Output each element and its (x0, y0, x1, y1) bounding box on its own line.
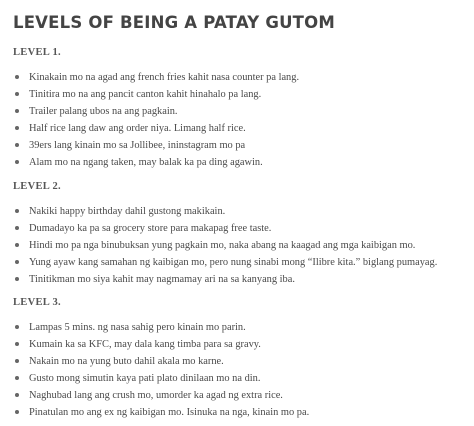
list-item-text: Yung ayaw kang samahan ng kaibigan mo, pero nung sinabi mong “Ilibre kita.” biglang pumayag. (29, 257, 438, 268)
bullet-icon (15, 92, 19, 96)
list-item (13, 336, 468, 353)
list-item (13, 69, 468, 86)
list-item (13, 154, 468, 171)
level-2-heading: LEVEL 2. (13, 181, 61, 192)
list-item-text: Kumain ka sa KFC, may dala kang timba para sa gravy. (29, 339, 261, 350)
bullet-icon (15, 393, 19, 397)
list-item-text: Dumadayo ka pa sa grocery store para makapag free taste. (29, 223, 272, 234)
list-item-text: Nakain mo na yung buto dahil akala mo karne. (29, 356, 224, 367)
bullet-icon (15, 75, 19, 79)
bullet-icon (15, 243, 19, 247)
list-item-text: Gusto mong simutin kaya pati plato dinilaan mo na din. (29, 373, 261, 384)
bullet-icon (15, 160, 19, 164)
bullet-icon (15, 410, 19, 414)
list-item (13, 404, 468, 421)
bullet-icon (15, 325, 19, 329)
bullet-icon (15, 260, 19, 264)
bullet-icon (15, 226, 19, 230)
level-2-section (13, 180, 438, 285)
list-item-text: Lampas 5 mins. ng nasa sahig pero kinain mo parin. (29, 322, 246, 333)
bullet-icon (15, 109, 19, 113)
list-item (13, 203, 468, 220)
list-item (13, 271, 468, 288)
level-3-list (13, 319, 468, 421)
list-item-text: Tinitikman mo siya kahit may nagmamay ari na sa kanyang iba. (29, 274, 295, 285)
list-item-text: Tinitira mo na ang pancit canton kahit hinahalo pa lang. (29, 89, 262, 100)
list-item-text: Half rice lang daw ang order niya. Limang half rice. (29, 123, 246, 134)
list-item-text: Alam mo na ngang taken, may balak ka pa ding agawin. (29, 157, 263, 168)
list-item (13, 353, 468, 370)
bullet-icon (15, 376, 19, 380)
level-2-list (13, 203, 468, 288)
bullet-icon (15, 342, 19, 346)
bullet-icon (15, 359, 19, 363)
list-item-text: Pinatulan mo ang ex ng kaibigan mo. Isinuka na nga, kinain mo pa. (29, 407, 310, 418)
list-item (13, 237, 468, 254)
bullet-icon (15, 143, 19, 147)
list-item-text: Nakiki happy birthday dahil gustong makikain. (29, 206, 226, 217)
list-item (13, 319, 468, 336)
list-item-text: Kinakain mo na agad ang french fries kahit nasa counter pa lang. (29, 72, 300, 83)
bullet-icon (15, 209, 19, 213)
level-1-heading: LEVEL 1. (13, 47, 61, 58)
list-item (13, 120, 468, 137)
list-item (13, 370, 468, 387)
level-1-section (13, 46, 300, 168)
list-item (13, 387, 468, 404)
list-item-text: 39ers lang kinain mo sa Jollibee, ininstagram mo pa (29, 140, 246, 151)
level-1-list (13, 69, 468, 171)
list-item (13, 254, 468, 271)
list-item (13, 86, 468, 103)
list-item-text: Trailer palang ubos na ang pagkain. (29, 106, 178, 117)
page-title: LEVELS OF BEING A PATAY GUTOM (13, 13, 335, 32)
list-item (13, 220, 468, 237)
list-item (13, 137, 468, 154)
list-item-text: Hindi mo pa nga binubuksan yung pagkain mo, naka abang na kaagad ang mga kaibigan mo. (29, 240, 416, 251)
bullet-icon (15, 126, 19, 130)
list-item (13, 103, 468, 120)
level-3-heading: LEVEL 3. (13, 297, 61, 308)
level-3-section (13, 296, 310, 418)
bullet-icon (15, 277, 19, 281)
list-item-text: Naghubad lang ang crush mo, umorder ka agad ng extra rice. (29, 390, 283, 401)
